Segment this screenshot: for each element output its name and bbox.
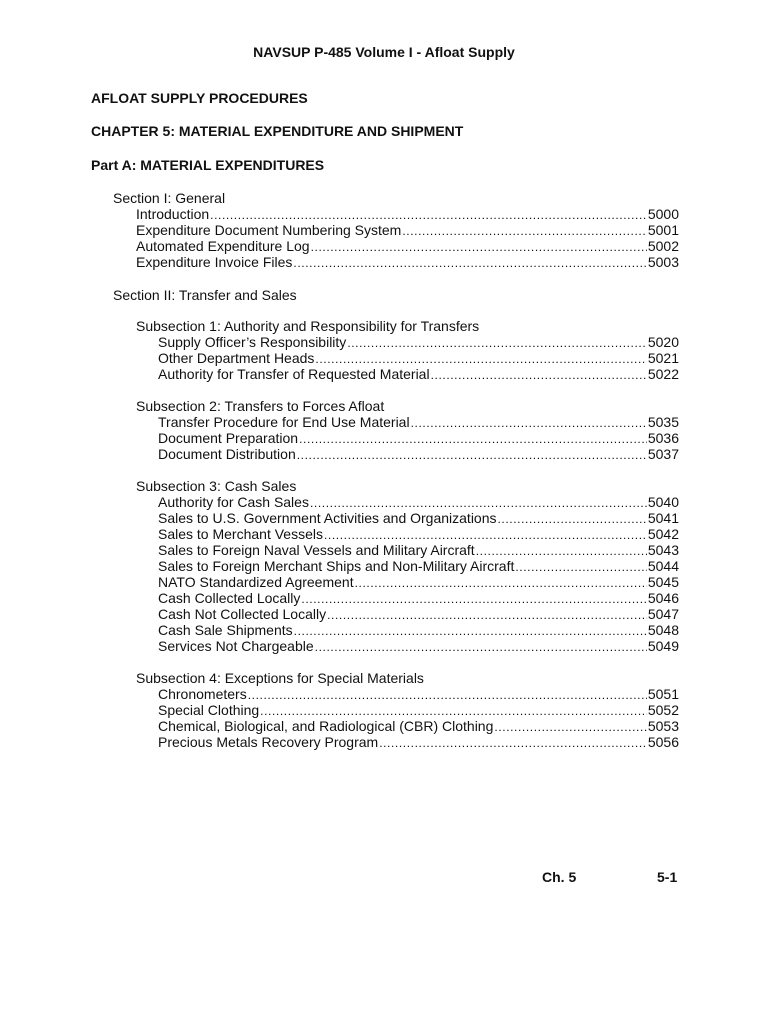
toc-entry: [136, 222, 679, 238]
section-title: Section I: General: [113, 190, 226, 206]
toc-entry: [158, 526, 679, 542]
dot-leader: [347, 336, 647, 350]
dot-leader: [293, 256, 646, 270]
toc-entry-page: 5021: [647, 350, 679, 366]
toc-entry-title: Authority for Cash Sales: [158, 494, 309, 510]
toc-entry-page: 5043: [647, 542, 679, 558]
toc-entry-page: 5052: [647, 702, 679, 718]
footer-page-number: 5-1: [657, 869, 678, 885]
page-header: NAVSUP P-485 Volume I - Afloat Supply: [253, 44, 515, 60]
toc-entry-title: Cash Collected Locally: [158, 590, 301, 606]
toc-entry-title: Sales to Foreign Naval Vessels and Military Aircraft: [158, 542, 475, 558]
toc-entry-page: 5041: [647, 510, 679, 526]
subsection-title: Subsection 4: Exceptions for Special Materials: [136, 670, 424, 686]
dot-leader: [299, 432, 647, 446]
dot-leader: [515, 560, 646, 574]
dot-leader: [315, 352, 646, 366]
toc-entry-page: 5051: [647, 686, 679, 702]
toc-entry-page: 5000: [647, 206, 679, 222]
toc-entry: [158, 366, 679, 382]
heading-part: Part A: MATERIAL EXPENDITURES: [91, 157, 325, 173]
dot-leader: [431, 368, 647, 382]
toc-entry-title: Expenditure Invoice Files: [136, 254, 293, 270]
toc-entry: [158, 558, 679, 574]
dot-leader: [315, 640, 647, 654]
heading-afloat-supply: AFLOAT SUPPLY PROCEDURES: [91, 90, 308, 106]
toc-entry-page: 5042: [647, 526, 679, 542]
footer-chapter: Ch. 5: [542, 869, 577, 885]
toc-entry: [158, 622, 679, 638]
toc-entry-title: Transfer Procedure for End Use Material: [158, 414, 410, 430]
toc-entry-page: 5001: [647, 222, 679, 238]
toc-entry-page: 5037: [647, 446, 679, 462]
toc-entry-page: 5046: [647, 590, 679, 606]
toc-entry-title: Cash Sale Shipments: [158, 622, 293, 638]
toc-entry: [158, 638, 679, 654]
toc-entry: [158, 702, 679, 718]
toc-entry: [158, 542, 679, 558]
toc-entry: [158, 718, 679, 734]
toc-entry-title: Chronometers: [158, 686, 247, 702]
dot-leader: [210, 208, 647, 222]
toc-entry-title: Supply Officer’s Responsibility: [158, 334, 347, 350]
heading-chapter: CHAPTER 5: MATERIAL EXPENDITURE AND SHIPMENT: [91, 123, 464, 139]
dot-leader: [260, 704, 647, 718]
toc-entry-title: Cash Not Collected Locally: [158, 606, 327, 622]
toc-entry: [158, 414, 679, 430]
toc-entry-title: Services Not Chargeable: [158, 638, 314, 654]
toc-entry-page: 5047: [647, 606, 679, 622]
toc-entry-page: 5045: [647, 574, 679, 590]
toc-entry-title: Sales to Merchant Vessels: [158, 526, 323, 542]
dot-leader: [301, 592, 646, 606]
subsection-title: Subsection 1: Authority and Responsibility for Transfers: [136, 318, 480, 334]
dot-leader: [310, 496, 647, 510]
dot-leader: [476, 544, 647, 558]
toc-entry-page: 5053: [647, 718, 679, 734]
toc-entry-title: Chemical, Biological, and Radiological (CBR) Clothing: [158, 718, 494, 734]
toc-entry-page: 5049: [647, 638, 679, 654]
toc-entry: [158, 574, 679, 590]
toc-entry-page: 5036: [647, 430, 679, 446]
dot-leader: [355, 576, 647, 590]
toc-entry-title: NATO Standardized Agreement: [158, 574, 354, 590]
toc-entry: [136, 238, 679, 254]
toc-entry-title: Expenditure Document Numbering System: [136, 222, 402, 238]
toc-entry: [158, 430, 679, 446]
toc-entry: [136, 206, 679, 222]
toc-entry: [158, 334, 679, 350]
toc-entry: [158, 510, 679, 526]
toc-entry-title: Automated Expenditure Log: [136, 238, 310, 254]
toc-entry-page: 5035: [647, 414, 679, 430]
dot-leader: [324, 528, 647, 542]
toc-entry: [158, 590, 679, 606]
toc-entry: [136, 254, 679, 270]
toc-entry-page: 5056: [647, 734, 679, 750]
dot-leader: [294, 624, 647, 638]
toc-entry-page: 5020: [647, 334, 679, 350]
toc-entry-page: 5002: [647, 238, 679, 254]
toc-entry-title: Introduction: [136, 206, 210, 222]
toc-entry-title: Sales to U.S. Government Activities and Organizations: [158, 510, 497, 526]
toc-entry-title: Document Distribution: [158, 446, 296, 462]
toc-entry-title: Document Preparation: [158, 430, 299, 446]
subsection-title: Subsection 3: Cash Sales: [136, 478, 297, 494]
toc-entry-page: 5003: [647, 254, 679, 270]
dot-leader: [248, 688, 647, 702]
toc-entry: [158, 494, 679, 510]
toc-entry-title: Authority for Transfer of Requested Material: [158, 366, 430, 382]
toc-entry: [158, 350, 679, 366]
dot-leader: [402, 224, 647, 238]
toc-entry: [158, 606, 679, 622]
dot-leader: [311, 240, 647, 254]
toc-entry: [158, 734, 679, 750]
toc-entry-title: Special Clothing: [158, 702, 260, 718]
toc-entry-page: 5044: [647, 558, 679, 574]
toc-entry-page: 5048: [647, 622, 679, 638]
section-title: Section II: Transfer and Sales: [113, 287, 297, 303]
dot-leader: [327, 608, 647, 622]
toc-entry: [158, 686, 679, 702]
toc-entry-title: Sales to Foreign Merchant Ships and Non-Military Aircraft: [158, 558, 515, 574]
toc-entry-page: 5022: [647, 366, 679, 382]
toc-entry: [158, 446, 679, 462]
toc-entry-title: Precious Metals Recovery Program: [158, 734, 379, 750]
toc-entry-page: 5040: [647, 494, 679, 510]
dot-leader: [498, 512, 647, 526]
dot-leader: [411, 416, 647, 430]
dot-leader: [379, 736, 647, 750]
subsection-title: Subsection 2: Transfers to Forces Afloat: [136, 398, 385, 414]
dot-leader: [297, 448, 647, 462]
toc-entry-title: Other Department Heads: [158, 350, 315, 366]
dot-leader: [494, 720, 646, 734]
